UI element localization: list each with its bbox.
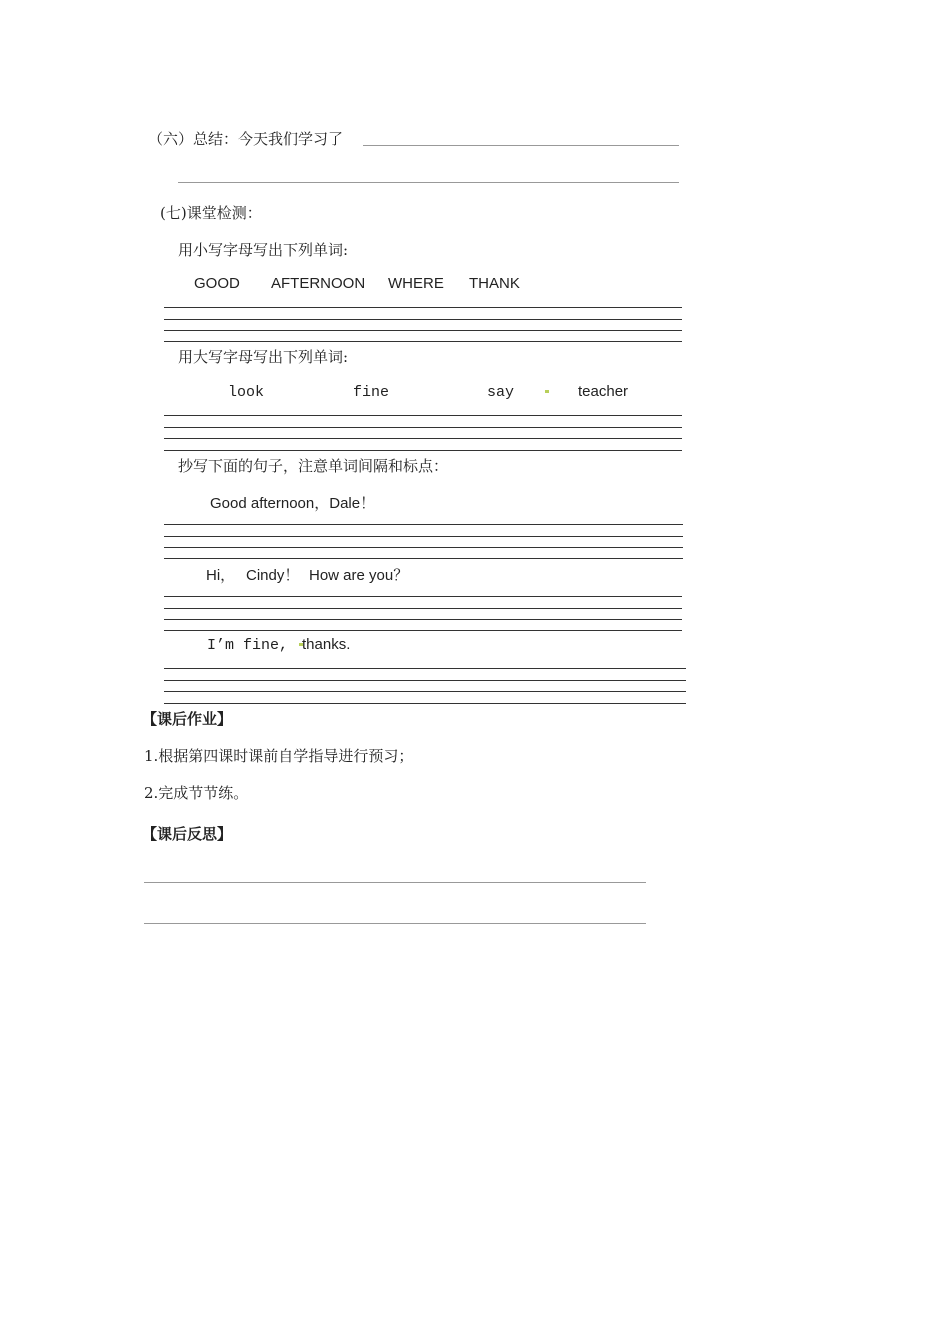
task1-instruction: 用小写字母写出下列单词: [178, 241, 349, 259]
marker-dot [545, 390, 549, 393]
writing-line [164, 668, 686, 669]
writing-line [164, 341, 682, 342]
task1-word: GOOD [194, 275, 240, 292]
task2-word: say [487, 384, 515, 401]
writing-line [164, 450, 682, 451]
writing-line [164, 691, 686, 692]
task2-word: fine [353, 384, 390, 401]
homework-item: 2.完成节节练。 [144, 784, 249, 802]
task2-word: teacher [578, 383, 629, 400]
summary-answer-line[interactable] [363, 145, 679, 146]
writing-line [164, 608, 682, 609]
reflection-heading: 【课后反思】 [142, 825, 233, 843]
task3-sentence: Good afternoon，Dale！ [210, 495, 376, 512]
task3-sentence-part: thanks. [302, 636, 351, 653]
writing-line [164, 427, 682, 428]
task1-word: AFTERNOON [271, 275, 366, 292]
summary-answer-line-2[interactable] [178, 182, 679, 183]
task1-word: WHERE [388, 275, 444, 292]
task3-instruction: 抄写下面的句子，注意单词间隔和标点： [178, 457, 449, 475]
writing-line [164, 630, 682, 631]
writing-line [164, 596, 682, 597]
task3-sentence-part: Cindy！ [246, 567, 300, 584]
task2-word: look [228, 384, 265, 401]
writing-line [164, 524, 683, 525]
writing-line [164, 330, 682, 331]
summary-label: （六）总结：今天我们学习了 [148, 130, 344, 148]
writing-line [164, 558, 683, 559]
homework-item: 1.根据第四课时课前自学指导进行预习； [144, 747, 414, 765]
task2-instruction: 用大写字母写出下列单词: [178, 348, 349, 366]
writing-line [164, 703, 686, 704]
writing-line [164, 680, 686, 681]
task3-sentence-part: How are you？ [309, 567, 409, 584]
reflection-line[interactable] [144, 923, 646, 924]
writing-line [164, 415, 682, 416]
writing-line [164, 307, 682, 308]
homework-heading: 【课后作业】 [142, 710, 233, 728]
writing-line [164, 438, 682, 439]
writing-line [164, 319, 682, 320]
writing-line [164, 536, 683, 537]
task1-word: THANK [469, 275, 520, 292]
task3-sentence-part: I’m fine, [207, 637, 289, 654]
test-heading: (七)课堂检测： [160, 204, 262, 222]
task3-sentence-part: Hi， [206, 567, 236, 584]
writing-line [164, 547, 683, 548]
reflection-line[interactable] [144, 882, 646, 883]
writing-line [164, 619, 682, 620]
